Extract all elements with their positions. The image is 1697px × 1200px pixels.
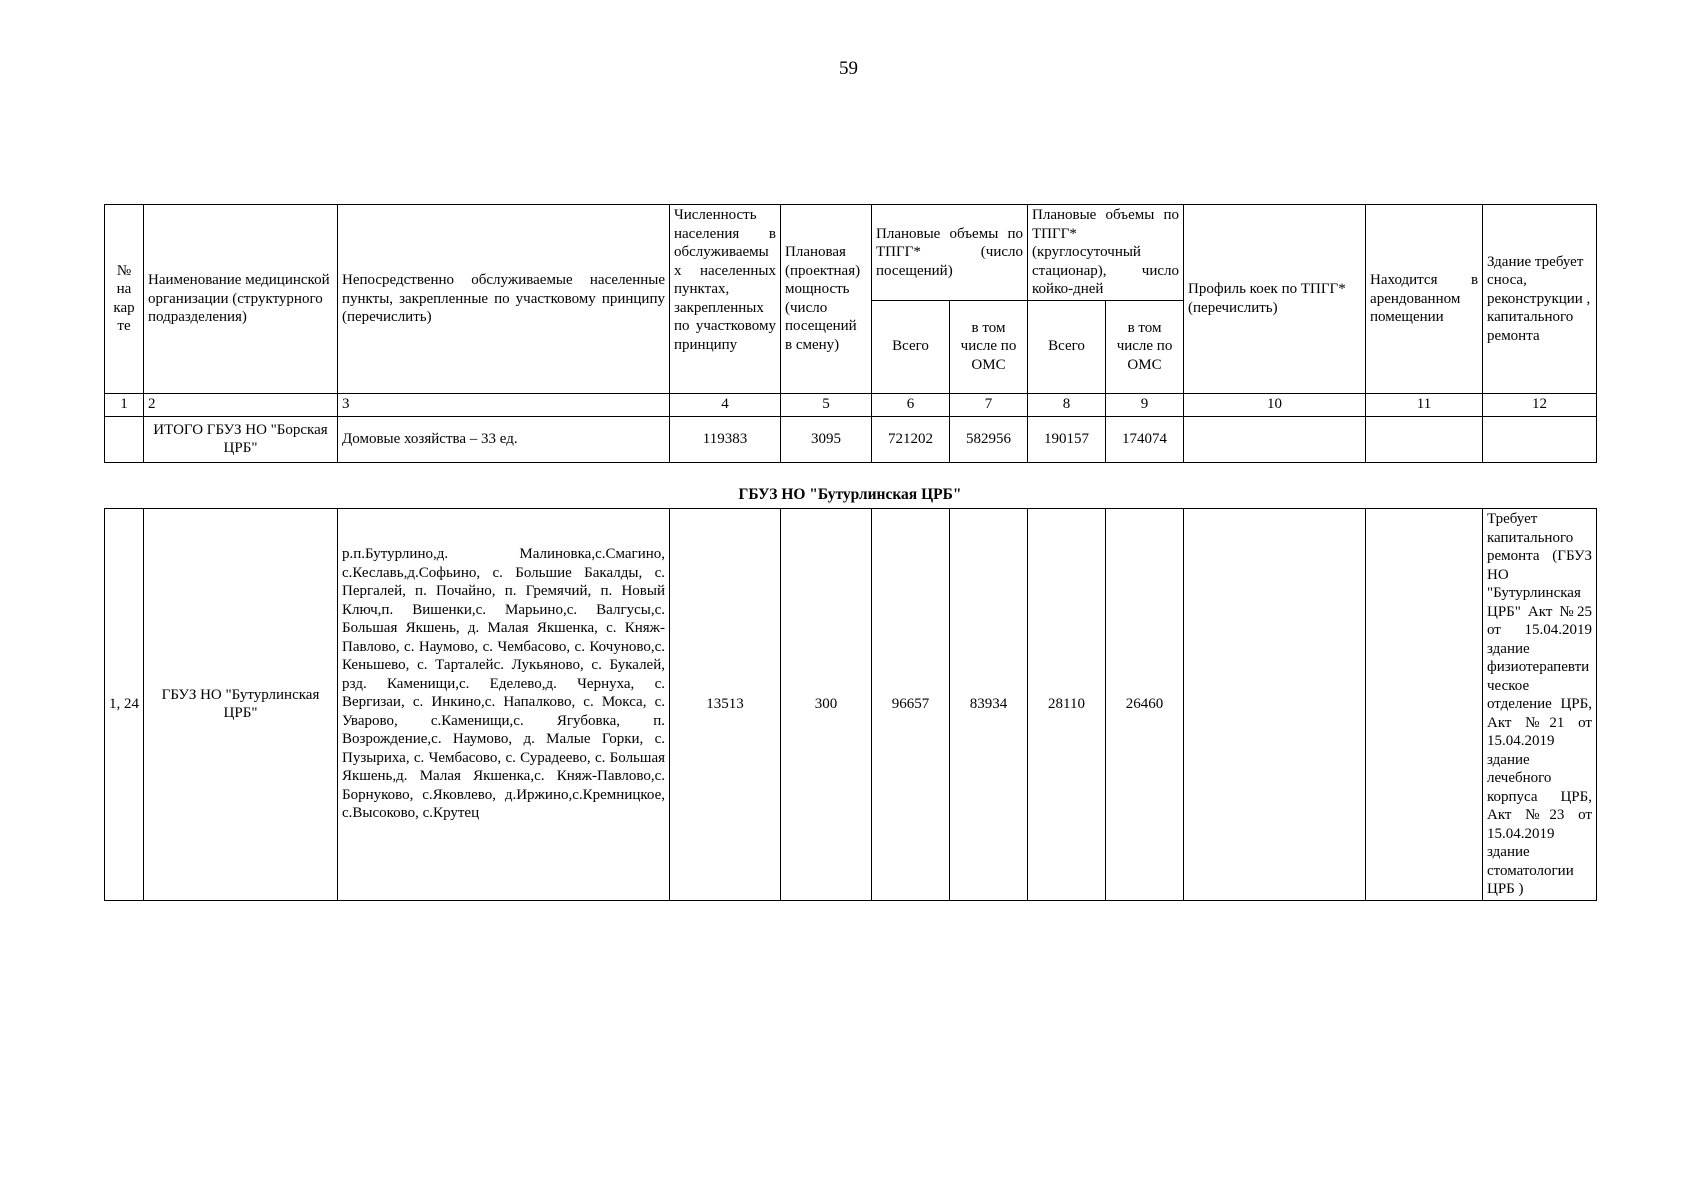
org-building-repair: Требует капитального ремонта (ГБУЗ НО "Бутурлинская ЦРБ" Акт №25 от 15.04.2019 здание физиотерапевтическое отделение ЦРБ, Акт №21 от 15.04.2019 здание лечебного корпуса ЦРБ, Акт №23 от 15.04.2019 здание стоматологии ЦРБ ) xyxy=(1483,509,1597,901)
column-number: 5 xyxy=(781,393,872,416)
total-building-repair xyxy=(1483,416,1597,462)
total-beds-oms: 174074 xyxy=(1106,416,1184,462)
summary-table xyxy=(104,204,1597,463)
org-name: ГБУЗ НО "Бутурлинская ЦРБ" xyxy=(144,509,338,901)
header-planned-capacity: Плановая (проектная) мощность (число посещений в смену) xyxy=(781,205,872,394)
total-card-number xyxy=(105,416,144,462)
org-beds-oms: 26460 xyxy=(1106,509,1184,901)
header-planned-visits: Плановые объемы по ТПГГ* (число посещений) xyxy=(872,205,1028,301)
column-number: 10 xyxy=(1184,393,1366,416)
org-rented-premises xyxy=(1366,509,1483,901)
org-capacity: 300 xyxy=(781,509,872,901)
total-organization-name: ИТОГО ГБУЗ НО "Борская ЦРБ" xyxy=(144,416,338,462)
org-bed-profile xyxy=(1184,509,1366,901)
total-row xyxy=(105,416,1597,462)
page-number: 59 xyxy=(839,58,858,79)
column-number: 8 xyxy=(1028,393,1106,416)
column-number: 9 xyxy=(1106,393,1184,416)
header-organization-name: Наименование медицинской организации (структурного подразделения) xyxy=(144,205,338,394)
org-served-settlements: р.п.Бутурлино,д. Малиновка,с.Смагино, с.Кеславь,д.Софьино, с. Большие Бакалды, с. Пергалей, п. Почайно, п. Гремячий, п. Новый Ключ,п. Вишенки,с. Марьино,с. Валгусы,с. Большая Якшень, д. Малая Якшенка, с. Княж-Павлово, с. Наумово, с. Чембасово, с. Кочуново,с. Кеньшево, с. Тарталейс. Лукьяново, с. Букалей, рзд. Каменищи,с. Еделево,д. Чернуха, с. Вергизаи, с. Инкино,с. Напалково, с. Мокса, с. Уварово, с.Каменищи,с. Ягубовка, п. Возрождение,с. Наумово, д. Малые Горки, с. Пузыриха, с. Чембасово, с. Сурадеево, с. Большая Якшень,д. Малая Якшенка,с. Княж-Павлово,с. Борнуково, с.Яковлево, д.Иржино,с.Кремницкое, с.Высоково, с.Крутец xyxy=(338,509,670,901)
total-visits-oms: 582956 xyxy=(950,416,1028,462)
column-number: 11 xyxy=(1366,393,1483,416)
header-rented-premises: Находится в арендованном помещении xyxy=(1366,205,1483,394)
column-number: 12 xyxy=(1483,393,1597,416)
total-capacity: 3095 xyxy=(781,416,872,462)
total-rented-premises xyxy=(1366,416,1483,462)
total-beds-total: 190157 xyxy=(1028,416,1106,462)
column-number: 6 xyxy=(872,393,950,416)
header-beds-total: Всего xyxy=(1028,300,1106,393)
column-number: 1 xyxy=(105,393,144,416)
org-population: 13513 xyxy=(670,509,781,901)
organization-table xyxy=(104,508,1597,901)
header-population: Численность населения в обслуживаемых населенных пунктах, закрепленных по участковому принципу xyxy=(670,205,781,394)
column-number: 7 xyxy=(950,393,1028,416)
column-number: 3 xyxy=(338,393,670,416)
org-beds-total: 28110 xyxy=(1028,509,1106,901)
total-visits-total: 721202 xyxy=(872,416,950,462)
total-served-settlements: Домовые хозяйства – 33 ед. xyxy=(338,416,670,462)
header-card-number: № на кар те xyxy=(105,205,144,394)
column-number: 4 xyxy=(670,393,781,416)
header-beds-oms: в том числе по ОМС xyxy=(1106,300,1184,393)
header-visits-total: Всего xyxy=(872,300,950,393)
total-population: 119383 xyxy=(670,416,781,462)
header-planned-bed-days: Плановые объемы по ТПГГ* (круглосуточный стационар), число койко-дней xyxy=(1028,205,1184,301)
organization-row xyxy=(105,509,1597,901)
section-title: ГБУЗ НО "Бутурлинская ЦРБ" xyxy=(738,486,962,503)
column-numbers-row xyxy=(105,393,1597,416)
header-served-settlements: Непосредственно обслуживаемые населенные пункты, закрепленные по участковому принципу (перечислить) xyxy=(338,205,670,394)
total-bed-profile xyxy=(1184,416,1366,462)
header-building-repair: Здание требует сноса, реконструкции , капитального ремонта xyxy=(1483,205,1597,394)
header-visits-oms: в том числе по ОМС xyxy=(950,300,1028,393)
org-visits-total: 96657 xyxy=(872,509,950,901)
column-number: 2 xyxy=(144,393,338,416)
org-visits-oms: 83934 xyxy=(950,509,1028,901)
header-bed-profile: Профиль коек по ТПГГ* (перечислить) xyxy=(1184,205,1366,394)
org-card-number: 1, 24 xyxy=(105,509,144,901)
